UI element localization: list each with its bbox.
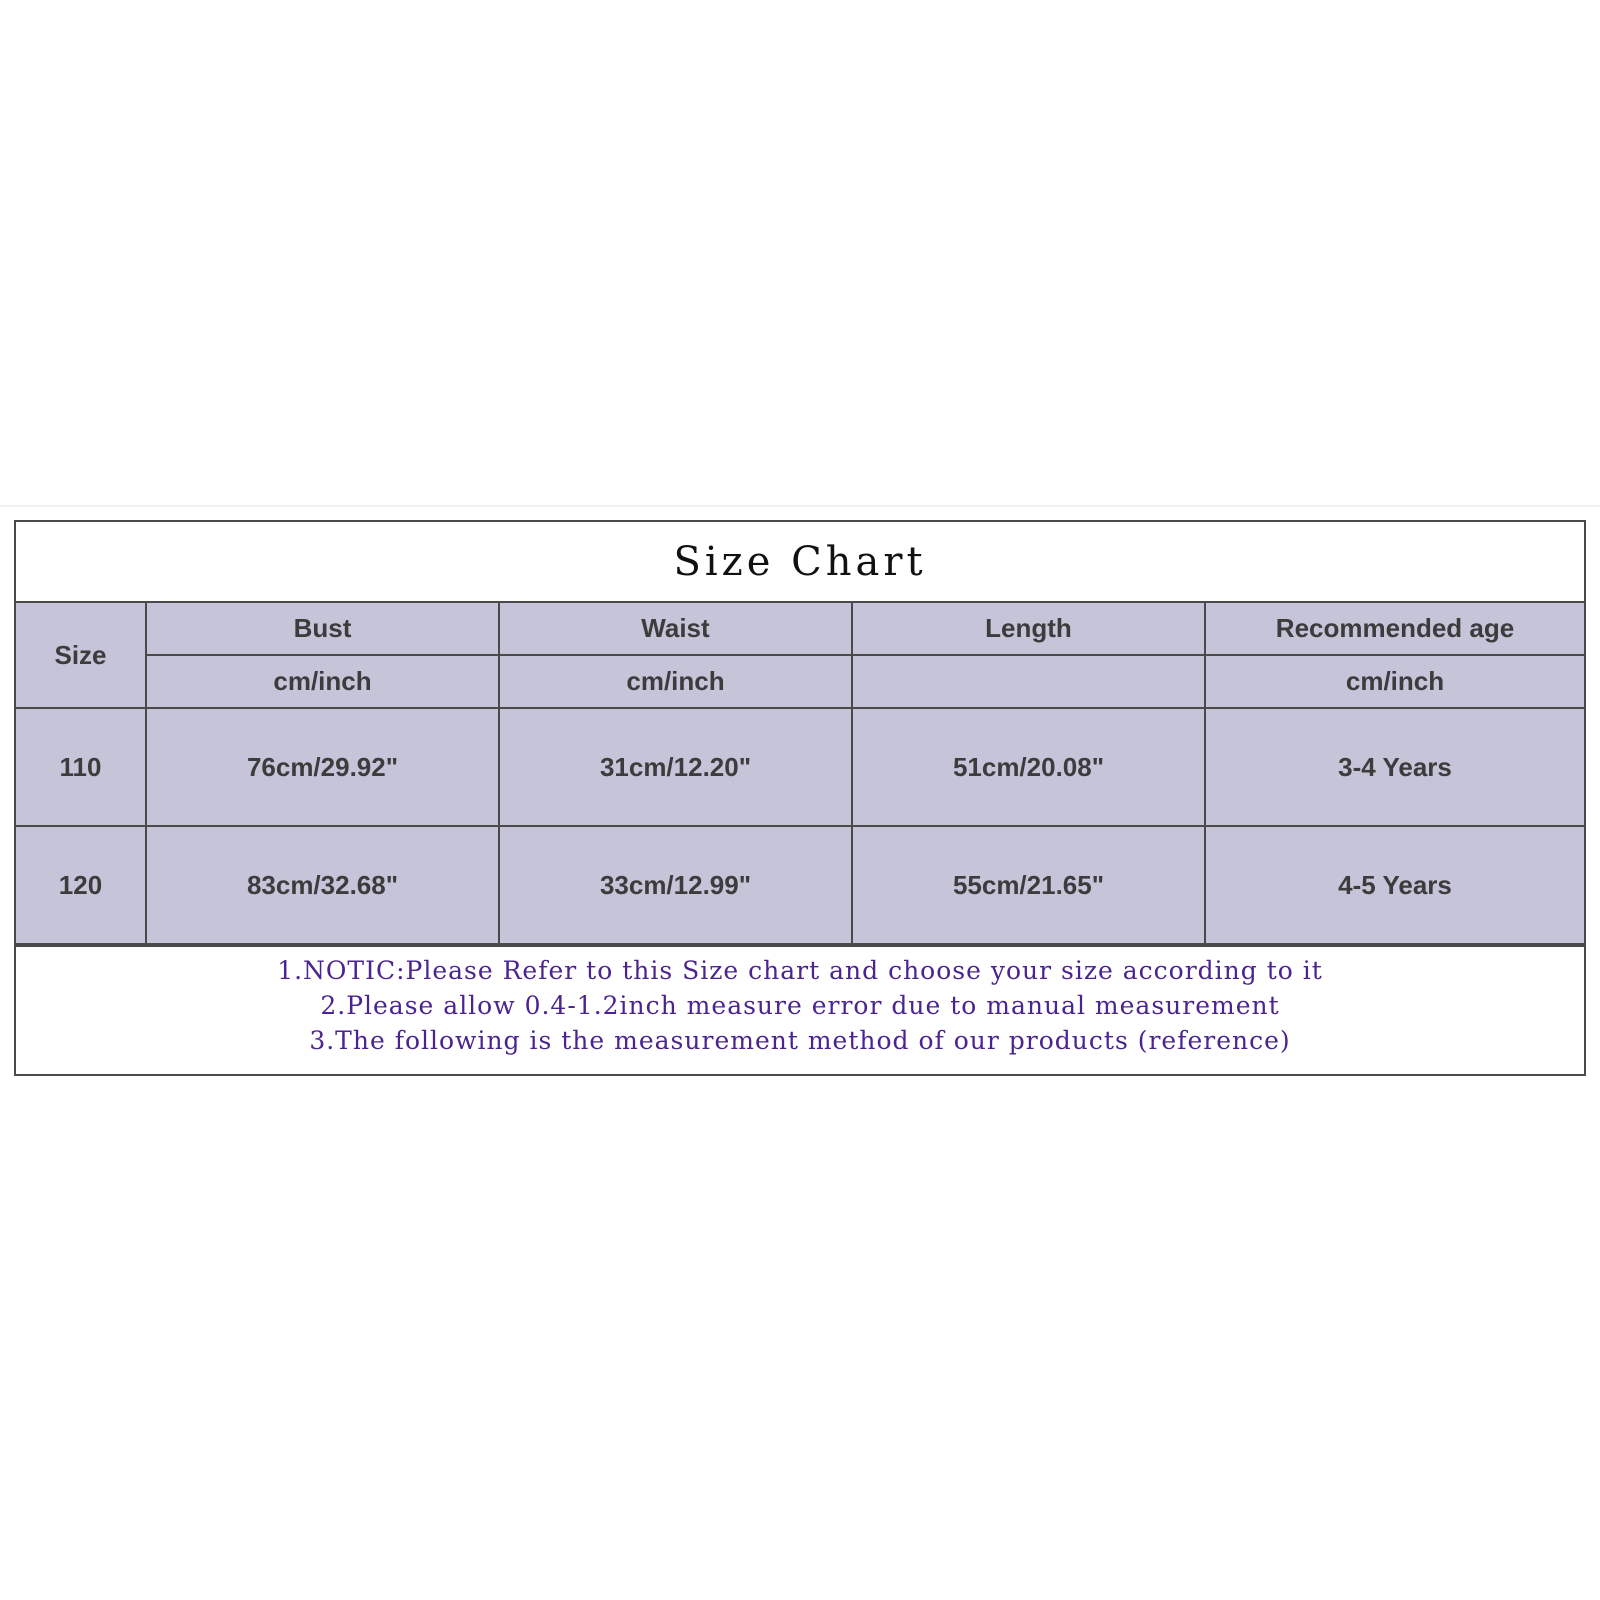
size-column-header: Size	[16, 603, 146, 708]
age-cell: 4-5 Years	[1205, 826, 1584, 944]
size-cell: 120	[16, 826, 146, 944]
age-column-header: Recommended age	[1205, 603, 1584, 655]
note-line: 2.Please allow 0.4-1.2inch measure error due to manual measurement	[320, 991, 1280, 1020]
waist-column-header: Waist	[499, 603, 852, 655]
length-cell: 51cm/20.08"	[852, 708, 1205, 826]
waist-unit: cm/inch	[499, 655, 852, 708]
waist-cell: 33cm/12.99"	[499, 826, 852, 944]
size-table	[16, 603, 1584, 945]
bust-column-header: Bust	[146, 603, 499, 655]
age-unit: cm/inch	[1205, 655, 1584, 708]
chart-title: Size Chart	[16, 522, 1584, 603]
header-row	[16, 603, 1584, 655]
bust-cell: 83cm/32.68"	[146, 826, 499, 944]
note-line: 1.NOTIC:Please Refer to this Size chart and choose your size according to it	[277, 956, 1323, 985]
notes-section	[16, 945, 1584, 1058]
bust-cell: 76cm/29.92"	[146, 708, 499, 826]
note-line: 3.The following is the measurement method of our products (reference)	[309, 1026, 1291, 1055]
bust-unit: cm/inch	[146, 655, 499, 708]
table-row	[16, 826, 1584, 944]
length-cell: 55cm/21.65"	[852, 826, 1205, 944]
length-unit	[852, 655, 1205, 708]
top-divider-line	[0, 505, 1600, 507]
unit-row	[16, 655, 1584, 708]
size-chart	[14, 520, 1586, 1076]
length-column-header: Length	[852, 603, 1205, 655]
size-cell: 110	[16, 708, 146, 826]
age-cell: 3-4 Years	[1205, 708, 1584, 826]
table-row	[16, 708, 1584, 826]
waist-cell: 31cm/12.20"	[499, 708, 852, 826]
